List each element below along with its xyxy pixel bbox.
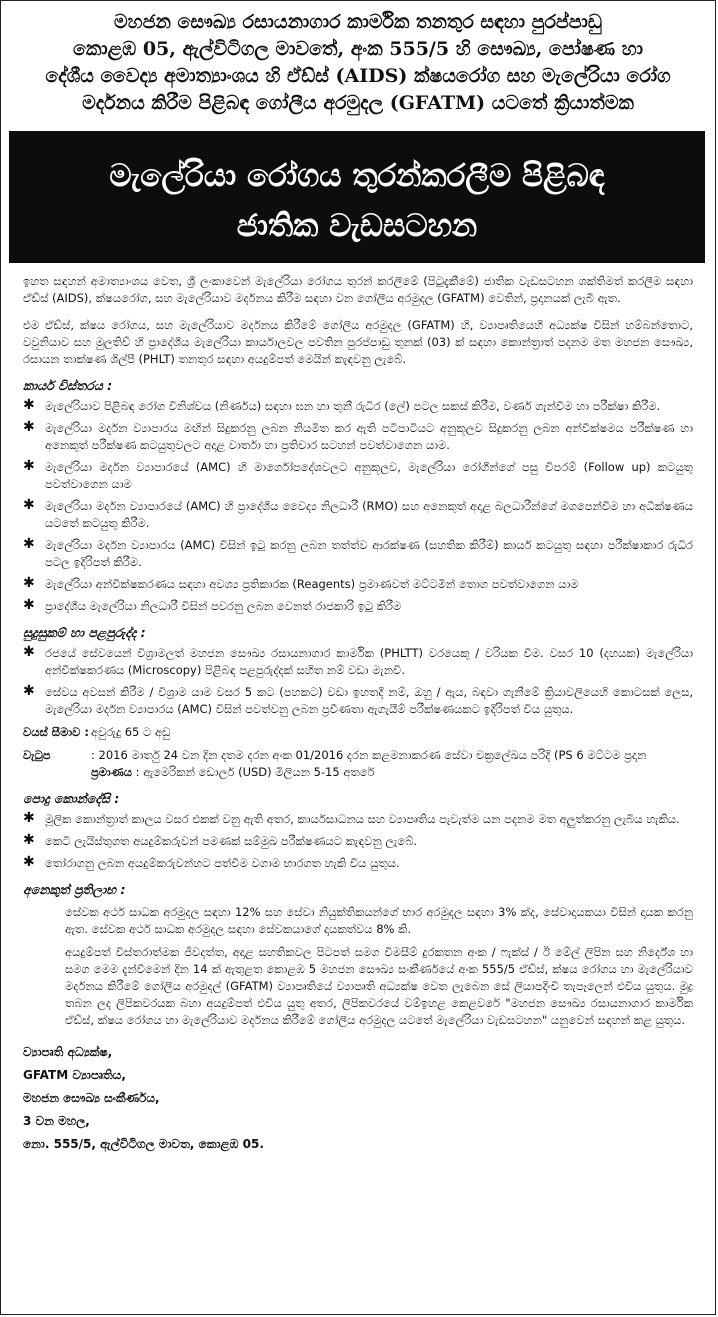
list-item: ✱ මැලේරියා මර්දන ව්‍යාපාරය මඟින් සිදුකරනු ලබන නියමිත කර ඇති පටිපාටියට අනුකූලව සිදුකරනු ලබන අන්වීක්ෂමය පරීක්ෂණ හා අනෙකුත් පරීක්ෂණ කටයුතුවලට අදාළ වාර්තා හා ප්‍රතිචාර සටහන් පවත්වාගෙන යාම. — [23, 419, 693, 452]
list-item: ✱ මූලික කොන්ත්‍රාත් කාලය වසර එකක් වනු ඇති අතර, කාර්යසාධනය සහ ව්‍යාපෘතිය පැවැත්ම යන පදනම මත අලුත්කරනු ලැබිය හැකිය. — [23, 810, 680, 826]
star-bullet-icon: ✱ — [23, 832, 35, 848]
salary-row — [23, 747, 693, 764]
banner-line-2: ජාතික වැඩසටහන — [236, 208, 478, 244]
address-line: නො. 555/5, ඇල්විටිගල මාවත, කොළඹ 05. — [23, 1137, 264, 1151]
salary-label: වැටුප — [23, 748, 51, 762]
star-bullet-icon: ✱ — [23, 683, 35, 699]
postal-address — [23, 1041, 693, 1156]
star-bullet-icon: ✱ — [23, 536, 35, 552]
age-limit-value: අවුරුදු 65 ට අඩු — [91, 725, 171, 739]
star-bullet-icon: ✱ — [23, 397, 35, 413]
banner-line-1: මැලේරියා රෝගය තුරන්කරලීම පිළිබඳ — [109, 158, 605, 194]
list-item: ✱ සේවය අවසන් කිරීම / විශ්‍රාම යාම වසර 5 කට (පහකට) වඩා ඉහතදී නම්, ඔහු / ඇය, බඳවා ගැනීමේ ක්‍රියාවලියෙහි කොටසක් ලෙස, මැලේරියා මර්දන ව්‍යාපාරය (AMC) විසින් පවත්වනු ලබන ප්‍රවීණතා ඇගැයීම් පරීක්ෂණයකට ඉදිරිපත් විය යුතුය. — [23, 683, 693, 716]
star-bullet-icon: ✱ — [23, 644, 35, 660]
age-limit-label: වයස් සීමාව : — [23, 725, 90, 739]
list-item: ✱ තෝරාගනු ලබන අයදුම්කරුවන්හට පත්වීම වගාම භාරගත හැකි විය යුතුය. — [23, 854, 400, 870]
address-line: GFATM ව්‍යාපෘතිය, — [23, 1068, 126, 1082]
star-bullet-icon: ✱ — [23, 497, 35, 513]
list-item: ✱ මැලේරියා මර්දන ව්‍යාපාරය (AMC) විසින් ඉටු කරනු ලබන තත්ත්ව ආරක්ෂණ (සහතික කිරීම්) කාර්ය කටයුතු සඳහා පරීක්ෂාකාර රුධිර පටල ඉදිරිපත් කිරීම. — [23, 536, 693, 569]
programme-banner — [9, 131, 705, 263]
benefits-paragraph: සේවක අර්ථ සාධක අරමුදල සඳහා 12% සහ සේවා නියුක්තිකයන්ගේ භාර අරමුදල සඳහා 3% ක්ද, සේවාදායකයා විසින් දායක කරනු ඇත. සේවක අර්ථ සාධක අරමුදල සඳහා සේවකයාගේ දායකත්වය 8% කි. — [65, 905, 693, 936]
intro-paragraph-1: ඉහත සඳහන් අමාත්‍යාංශය වෙත, ශ්‍රී ලංකාවෙන් මැලේරියා රෝගය තුරන් කරලීමේ (පිටුදැකීමේ) ජාතික වැඩසටහන ශක්තිමත් කරලීම සඳහා ඒඩ්ස් (AIDS), ක්ෂයරෝග, සහ මැලේරියාව මර්දනය කිරීම සඳහා වන ගෝලීය අරමුදල (GFATM) වෙතින්, ප්‍රදානයක් ලැබී ඇත. — [23, 274, 693, 305]
header-line: දේශීය වෛද්‍ය අමාත්‍යාංශය හි ඒඩ්ස් (AIDS) ක්ෂයරෝග සහ මැලේරියා රෝග — [45, 65, 671, 87]
star-bullet-icon: ✱ — [23, 419, 35, 435]
star-bullet-icon: ✱ — [23, 597, 35, 613]
star-bullet-icon: ✱ — [23, 575, 35, 591]
list-item: ✱ මැලේරියාව පිළිබඳ රෝග විනිශ්චය (නිර්ණය) සඳහා ඝන හා තුනී රුධිර (ලේ) පටල සකස් කිරීම, වර්ණ ගැන්වීම හා පරීක්ෂා කිරීම. — [23, 397, 661, 413]
age-limit-row — [23, 724, 693, 741]
conditions-list — [23, 811, 693, 872]
intro-paragraph-2: එම ඒඩ්ස්, ක්ෂය රෝගය, සහ මැලේරියාව මර්දනය කිරීමේ ගෝලීය අරමුදල (GFATM) හි, ව්‍යාපෘතියෙහි අධ්‍යක්ෂ විසින් හම්බන්තොට, වවුනියාව සහ මුලතිව් හි ප්‍රාදේශීය මැලේරියා කාර්යාලවල පවතින පුරප්පාඩු තුනක් (03) ක් සඳහා කොන්ත්‍රාත් පදනම මත මහජන සෞඛ්‍ය, රසායන තාක්ෂණ ශිල්පී (PHLT) තනතුර සඳහා අයදුම්පත් මෙයින් කැඳවනු ලැබේ. — [23, 318, 693, 366]
benefits-title: අනෙකුත් ප්‍රතිලාභ : — [23, 882, 126, 897]
salary-scale-value: : ඇමෙරිකන් ඩොලර් (USD) මිලියන 5-15 අතරේ — [132, 765, 375, 779]
header-block — [23, 9, 693, 117]
qualifications-list — [23, 645, 693, 718]
address-line: 3 වන මහල, — [23, 1114, 90, 1128]
header-line: කොළඹ 05, ඇල්විටිගල මාවතේ, අංක 555/5 හි සෞඛ්‍ය, පෝෂණ හා — [73, 38, 643, 60]
list-item: ✱ මැලේරියා මර්දන ව්‍යාපාරයේ (AMC) හි ප්‍රාදේශීය වෛද්‍ය නිලධාරී (RMO) සහ අනෙකුත් අදාළ බලධාරීන්ගේ මගපෙන්වීම හා අධීක්ෂණය යටතේ කටයුතු කිරීම. — [23, 497, 693, 530]
conditions-title: පොදු කොන්දේසි : — [23, 791, 120, 806]
salary-value: : 2016 මාර්තු 24 වන දින දතම දරන අංක 01/2016 දරන කළමනාකරණ සේවා චක්‍රලේඛය පරිදි (PS 6 මට්ටම ප්‍රදාන — [91, 748, 647, 762]
address-line: මහජන සෞඛ්‍ය සංකීර්ණය, — [23, 1091, 160, 1105]
list-item: ✱ මැලේරියා මර්දන ව්‍යාපාරයේ (AMC) හි මාර්ගෝපදේශවලට අනුකූලව, මැලේරියා රෝගීන්ගේ පසු විපරම් (Follow up) කටයුතු පවත්වාගෙන යාම — [23, 458, 693, 491]
salary-scale-label: ප්‍රමාණය — [91, 765, 133, 779]
qualifications-title: සුදුසුකම් හා පළපුරුද්ද : — [23, 625, 146, 640]
list-item: ✱ කෙටි ලැයිස්තුගත අයදුම්කරුවන් පමණක් සම්මුඛ පරීක්ෂණයට කැඳවනු ලැබේ. — [23, 832, 418, 848]
list-item: ✱ ප්‍රාදේශීය මැලේරියා නිලධාරී විසින් පවරනු ලබන වෙනත් රාජකාරි ඉටු කිරීම — [23, 597, 402, 613]
duties-title: කාර්ය විස්තරය : — [23, 378, 113, 393]
star-bullet-icon: ✱ — [23, 458, 35, 474]
list-item: ✱ රජයේ සේවයෙන් විශ්‍රාමලත් මහජන සෞඛ්‍ය රසායනාගාර කාර්මික (PHLTT) වරයෙකු / වරියක වීම. වසර 10 (දහයක) මැලේරියා අන්වීක්ෂකරණය (Microscopy) පිළිබඳ පළපුරුද්දක් සහිත නම් වඩා මැනවි. — [23, 644, 693, 677]
header-line: මර්දනය කිරීම පිළිබඳ ගෝලීය අරමුදල (GFATM) යටතේ ක්‍රියාත්මක — [82, 92, 634, 114]
star-bullet-icon: ✱ — [23, 854, 35, 870]
header-line: මහජන සෞඛ්‍ය රසායනාගාර කාර්මික තනතුර සඳහා පුරප්පාඩු — [114, 11, 602, 33]
application-paragraph: අයදුම්පත් විස්තරාත්මක ජීවදත්ත, අදාළ සහතිකවල පිටපත් සමග විමසීම් දුරකතන අංක / ෆැක්ස් / ඊ මේල් ලිපින සහ නිර්දේශ හා සමග මෙම දැන්වීමෙන් දින 14 ක් ඇතුළත කොළඹ 5 මහජන සෞඛ්‍ය සංකීර්ණයේ අංක 555/5 ඒඩ්ස්, ක්ෂය රෝගය හා මැලේරියාව මර්දනය කිරීමේ ගෝලීය අරමුදල් (GFATM) ව්‍යාපෘතියේ ව්‍යාපෘති අධ්‍යක්ෂ වෙත ලැබෙන සේ ලියාපදිංචි තැපෑලෙන් එවිය යුතුය. මුද්‍ර තබන ලද ලිපිකවරයක බහා අයදුම්පත් එවිය යුතු අතර, ලිපිකවරයේ වම්ඉහළ කෙළවරේ "මහජන සෞඛ්‍ය රසායනාගාර කාර්මික ඒඩ්ස්, ක්ෂය රෝගය හා මැලේරියාව මර්දනය කිරීමේ ගෝලීය අරමුදල යටතේ මැලේරියා වැඩසටහන" යනුවෙන් සඳහන් කළ යුතුය. — [65, 945, 693, 1027]
star-bullet-icon: ✱ — [23, 810, 35, 826]
duties-list — [23, 398, 693, 615]
list-item: ✱ මැලේරියා අන්වීක්ෂකරණය සඳහා අවශ්‍ය ප්‍රතිකාරක (Reagents) ප්‍රමාණවත් මට්ටමින් තොග පවත්වාගෙන යාම — [23, 575, 579, 591]
salary-scale — [23, 764, 693, 781]
address-line: ව්‍යාපෘති අධ්‍යක්ෂ, — [23, 1045, 113, 1059]
